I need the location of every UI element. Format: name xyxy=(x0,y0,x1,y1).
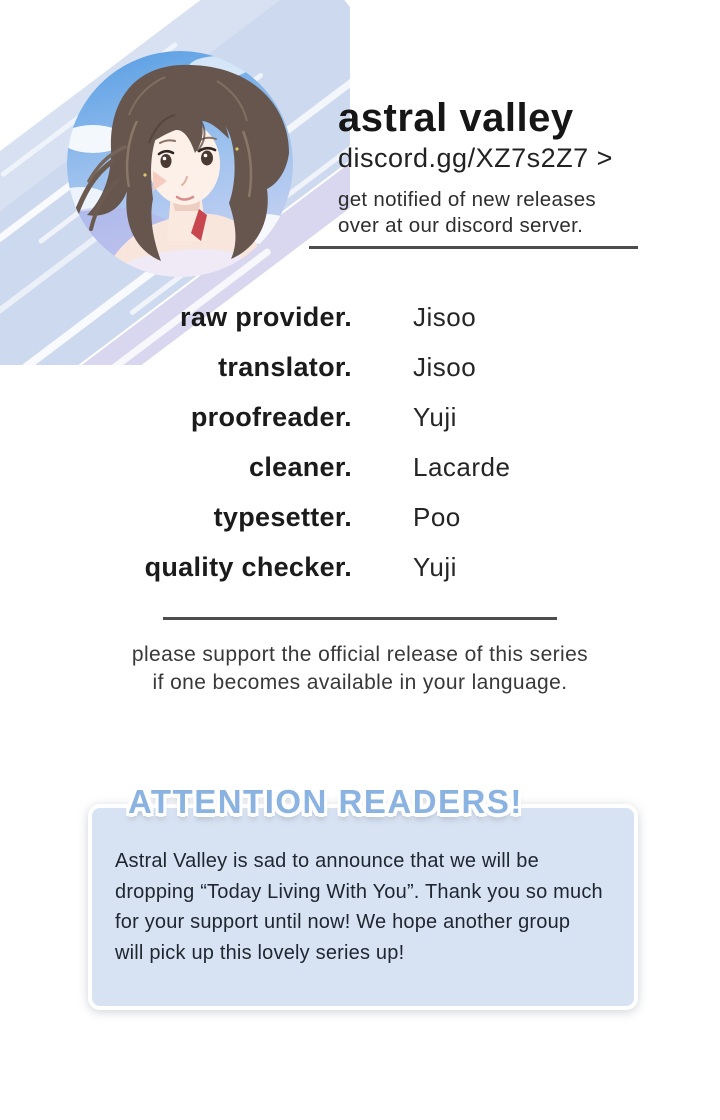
girl-portrait-illustration xyxy=(67,51,293,277)
credit-name: Yuji xyxy=(413,551,457,582)
credit-name: Jisoo xyxy=(413,351,477,382)
discord-invite-link[interactable]: discord.gg/XZ7s2Z7 > xyxy=(338,143,613,173)
credits-divider xyxy=(163,617,557,620)
announcement-line4: will pick up this lovely series up! xyxy=(115,941,405,964)
support-note xyxy=(0,641,720,697)
credit-row-typesetter xyxy=(0,492,720,542)
support-note-line1: please support the official release of this series xyxy=(131,643,589,666)
group-avatar xyxy=(67,51,293,277)
credit-row-proofreader xyxy=(0,392,720,442)
credit-name: Poo xyxy=(413,501,461,532)
credit-row-raw-provider xyxy=(0,292,720,342)
credit-role: cleaner. xyxy=(249,451,352,482)
discord-note xyxy=(338,187,596,239)
credit-row-cleaner xyxy=(0,442,720,492)
credit-name: Yuji xyxy=(413,401,457,432)
announcement-line2: dropping “Today Living With You”. Thank you so much xyxy=(115,880,603,903)
header-divider xyxy=(309,246,638,249)
credits-list xyxy=(0,292,720,592)
credit-role: proofreader. xyxy=(190,401,352,432)
credit-role: typesetter. xyxy=(213,501,352,532)
discord-note-line2: over at our discord server. xyxy=(338,214,584,237)
announcement-line1: Astral Valley is sad to announce that we will be xyxy=(115,850,539,872)
announcement-body xyxy=(115,846,620,968)
credit-name: Lacarde xyxy=(413,451,511,482)
credit-name: Jisoo xyxy=(413,301,477,332)
discord-note-line1: get notified of new releases xyxy=(338,188,596,211)
credit-role: raw provider. xyxy=(180,301,352,332)
credit-role: translator. xyxy=(218,351,352,382)
announcement-line3: for your support until now! We hope another group xyxy=(115,911,571,933)
support-note-line2: if one becomes available in your language. xyxy=(152,671,568,694)
credit-row-translator xyxy=(0,342,720,392)
credit-role: quality checker. xyxy=(144,551,352,582)
group-title: astral valley xyxy=(338,96,574,140)
credit-row-quality-checker xyxy=(0,542,720,592)
announcement-heading: ATTENTION READERS! xyxy=(128,783,523,820)
